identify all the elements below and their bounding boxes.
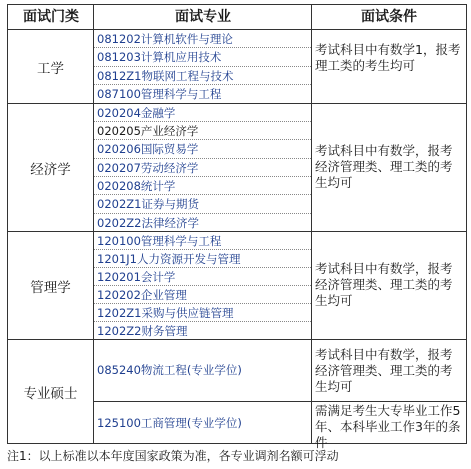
major-item: 085240物流工程(专业学位) — [97, 363, 242, 377]
footnote: 注1：以上标准以本年度国家政策为准，各专业调剂名额可浮动 — [7, 449, 339, 463]
category-engineering: 工学 — [37, 60, 64, 77]
row-divider — [93, 401, 466, 402]
major-item: 081203计算机应用技术 — [97, 50, 222, 64]
header-conditions: 面试条件 — [361, 9, 417, 25]
header-category: 面试门类 — [23, 9, 79, 25]
major-item: 1201J1人力资源开发与管理 — [97, 252, 241, 266]
major-item: 120202企业管理 — [97, 288, 187, 302]
condition-engineering: 考试科目中有数学1，报考理工类的考生均可 — [315, 42, 461, 73]
column-divider — [311, 5, 312, 443]
admission-table — [7, 4, 467, 450]
category-professional-master: 专业硕士 — [23, 386, 78, 402]
header-major: 面试专业 — [175, 9, 231, 25]
major-item: 020207劳动经济学 — [97, 161, 199, 175]
major-item: 120100管理科学与工程 — [97, 234, 222, 248]
major-item: 020204金融学 — [97, 106, 176, 120]
major-item: 0202Z2法律经济学 — [97, 216, 199, 230]
category-management: 管理学 — [30, 279, 71, 296]
major-item: 1202Z2财务管理 — [97, 324, 188, 338]
major-item: 120201会计学 — [97, 270, 176, 284]
condition-economics: 考试科目中有数学，报考经济管理类、理工类的考生均可 — [315, 143, 453, 190]
major-item: 020205产业经济学 — [97, 124, 199, 138]
major-item: 081202计算机软件与理论 — [97, 32, 233, 46]
condition-mba: 需满足考生大专毕业工作5年、本科毕业工作3年的条件 — [315, 403, 461, 450]
major-item: 020208统计学 — [97, 179, 176, 193]
major-item: 1202Z1采购与供应链管理 — [97, 306, 234, 320]
major-item: 0202Z1证券与期货 — [97, 197, 199, 211]
major-item: 125100工商管理(专业学位) — [97, 416, 242, 430]
column-divider — [93, 5, 94, 443]
category-economics: 经济学 — [30, 161, 71, 178]
condition-management: 考试科目中有数学，报考经济管理类、理工类的考生均可 — [315, 261, 453, 308]
condition-logistics: 考试科目中有数学，报考经济管理类、理工类的考生均可 — [315, 347, 453, 394]
major-item: 0812Z1物联网工程与技术 — [97, 69, 234, 83]
major-item: 020206国际贸易学 — [97, 142, 199, 156]
major-item: 087100管理科学与工程 — [97, 87, 222, 101]
